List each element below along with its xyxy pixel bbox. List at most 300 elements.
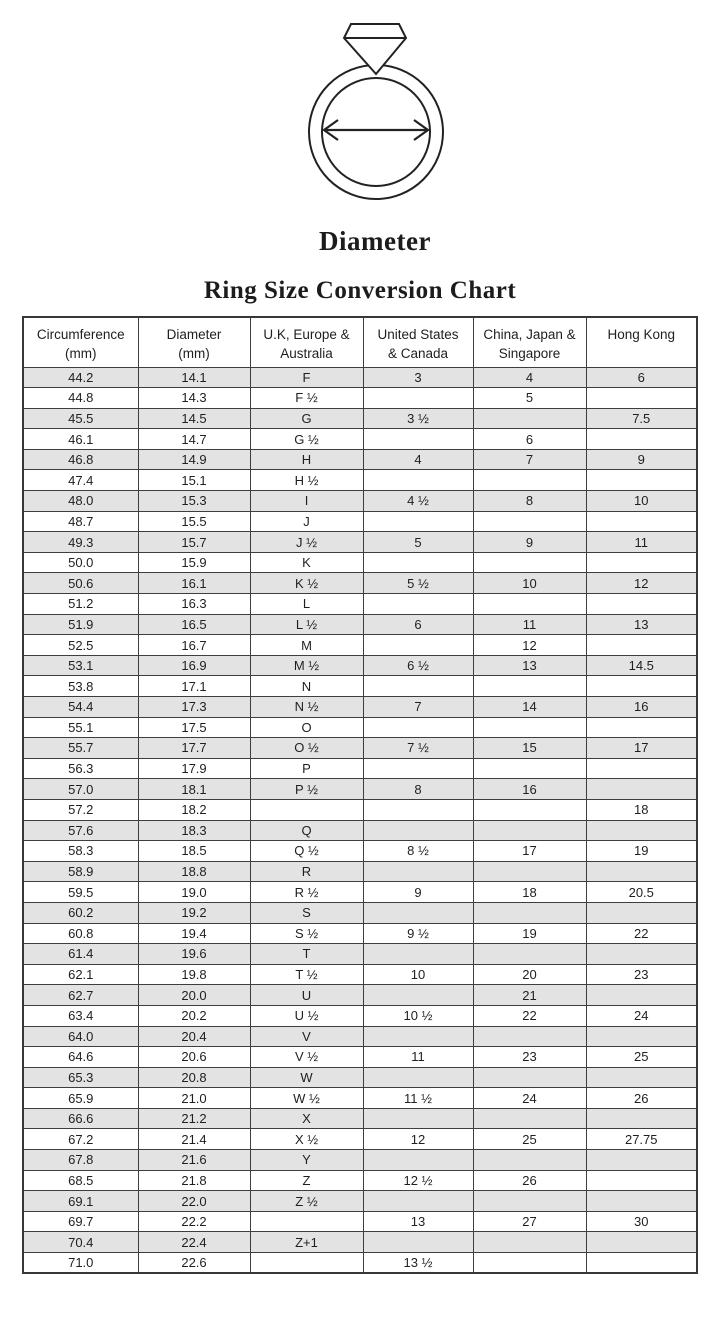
column-header-hong-kong — [586, 317, 697, 367]
table-cell: 16.5 — [138, 614, 250, 635]
table-cell: R — [250, 861, 363, 882]
table-cell: Z ½ — [250, 1191, 363, 1212]
table-cell — [586, 717, 697, 738]
table-cell — [363, 861, 473, 882]
table-cell: 19.4 — [138, 923, 250, 944]
table-cell: 60.8 — [23, 923, 138, 944]
table-cell: 17.9 — [138, 758, 250, 779]
table-cell: 44.8 — [23, 388, 138, 409]
column-header-us-canada — [363, 317, 473, 367]
table-cell: 44.2 — [23, 367, 138, 388]
table-row — [23, 573, 697, 594]
table-cell: 3 ½ — [363, 408, 473, 429]
table-cell: G — [250, 408, 363, 429]
table-row — [23, 1191, 697, 1212]
table-cell: 19 — [586, 841, 697, 862]
table-cell — [586, 820, 697, 841]
table-cell — [473, 1232, 586, 1253]
table-cell: 51.2 — [23, 594, 138, 615]
table-cell — [473, 944, 586, 965]
table-cell — [363, 552, 473, 573]
table-row — [23, 758, 697, 779]
table-cell: 5 — [473, 388, 586, 409]
table-cell: 15.5 — [138, 511, 250, 532]
table-cell — [586, 902, 697, 923]
table-cell — [363, 511, 473, 532]
table-row — [23, 1047, 697, 1068]
table-cell: 50.6 — [23, 573, 138, 594]
table-row — [23, 1088, 697, 1109]
column-header-line1: Circumference — [36, 327, 125, 342]
table-cell: I — [250, 491, 363, 512]
table-cell: 22.2 — [138, 1211, 250, 1232]
table-row — [23, 1005, 697, 1026]
diamond-ring-icon — [292, 13, 460, 205]
table-row — [23, 449, 697, 470]
table-cell — [473, 676, 586, 697]
table-cell: R ½ — [250, 882, 363, 903]
column-header-line2: Australia — [280, 346, 333, 361]
table-cell: 22.6 — [138, 1253, 250, 1274]
table-cell — [363, 985, 473, 1006]
table-cell: 6 — [363, 614, 473, 635]
table-cell: V ½ — [250, 1047, 363, 1068]
column-header-line1: U.K, Europe & — [263, 327, 350, 342]
table-cell: 53.8 — [23, 676, 138, 697]
table-cell: K ½ — [250, 573, 363, 594]
table-cell: 9 — [363, 882, 473, 903]
table-row — [23, 552, 697, 573]
table-cell: 55.1 — [23, 717, 138, 738]
table-cell: 62.7 — [23, 985, 138, 1006]
table-cell: 21.2 — [138, 1108, 250, 1129]
table-cell: 46.8 — [23, 449, 138, 470]
table-cell: 58.9 — [23, 861, 138, 882]
table-row — [23, 717, 697, 738]
table-cell: P ½ — [250, 779, 363, 800]
table-cell — [586, 635, 697, 656]
table-cell: 27 — [473, 1211, 586, 1232]
table-cell — [586, 758, 697, 779]
table-cell: 21.6 — [138, 1150, 250, 1171]
table-cell: 9 — [586, 449, 697, 470]
table-cell: M — [250, 635, 363, 656]
table-cell: 17.1 — [138, 676, 250, 697]
table-cell: 6 ½ — [363, 655, 473, 676]
table-cell — [473, 1067, 586, 1088]
table-cell: 14.9 — [138, 449, 250, 470]
table-cell: 57.6 — [23, 820, 138, 841]
table-cell: 24 — [586, 1005, 697, 1026]
table-cell: J — [250, 511, 363, 532]
table-cell: 25 — [473, 1129, 586, 1150]
table-cell: U ½ — [250, 1005, 363, 1026]
table-cell: 5 ½ — [363, 573, 473, 594]
table-cell: 20.8 — [138, 1067, 250, 1088]
table-cell: 8 — [363, 779, 473, 800]
table-cell: 4 — [473, 367, 586, 388]
table-cell — [586, 985, 697, 1006]
table-cell: H ½ — [250, 470, 363, 491]
table-cell: Q — [250, 820, 363, 841]
table-cell — [363, 388, 473, 409]
table-cell: 17 — [586, 738, 697, 759]
table-row — [23, 408, 697, 429]
table-cell: F ½ — [250, 388, 363, 409]
table-cell: 53.1 — [23, 655, 138, 676]
table-cell: 22 — [473, 1005, 586, 1026]
table-row — [23, 985, 697, 1006]
column-header-line2: Singapore — [498, 346, 561, 361]
table-cell: 15.9 — [138, 552, 250, 573]
table-cell: 68.5 — [23, 1170, 138, 1191]
table-cell: 14 — [473, 697, 586, 718]
table-cell: 21 — [473, 985, 586, 1006]
table-cell: N ½ — [250, 697, 363, 718]
table-header — [23, 317, 697, 367]
table-cell — [586, 1232, 697, 1253]
table-cell — [473, 594, 586, 615]
table-cell: T ½ — [250, 964, 363, 985]
table-cell: Z+1 — [250, 1232, 363, 1253]
table-cell: 25 — [586, 1047, 697, 1068]
ring-size-conversion-table — [22, 316, 698, 1274]
table-cell: 16.3 — [138, 594, 250, 615]
table-row — [23, 1129, 697, 1150]
table-cell: S ½ — [250, 923, 363, 944]
table-cell — [363, 594, 473, 615]
table-cell: 11 ½ — [363, 1088, 473, 1109]
table-cell — [250, 1253, 363, 1274]
column-header-uk-europe-australia — [250, 317, 363, 367]
table-cell: L — [250, 594, 363, 615]
table-cell: 14.5 — [138, 408, 250, 429]
table-cell: 12 — [473, 635, 586, 656]
table-cell: N — [250, 676, 363, 697]
table-cell: 22.4 — [138, 1232, 250, 1253]
table-cell: O ½ — [250, 738, 363, 759]
table-cell: 14.5 — [586, 655, 697, 676]
table-cell: G ½ — [250, 429, 363, 450]
table-cell: Y — [250, 1150, 363, 1171]
table-cell: 18.3 — [138, 820, 250, 841]
column-header-line1: Hong Kong — [607, 327, 676, 342]
table-cell: 23 — [473, 1047, 586, 1068]
column-header-diameter — [138, 317, 250, 367]
table-cell: 11 — [473, 614, 586, 635]
table-cell: 48.7 — [23, 511, 138, 532]
table-row — [23, 1232, 697, 1253]
table-cell — [473, 902, 586, 923]
table-cell: 69.7 — [23, 1211, 138, 1232]
table-cell — [363, 429, 473, 450]
table-cell: 16.1 — [138, 573, 250, 594]
table-cell: 67.8 — [23, 1150, 138, 1171]
table-cell: 20 — [473, 964, 586, 985]
table-cell — [363, 717, 473, 738]
table-cell: 46.1 — [23, 429, 138, 450]
table-cell — [586, 779, 697, 800]
table-cell: 14.1 — [138, 367, 250, 388]
table-cell: 71.0 — [23, 1253, 138, 1274]
table-cell — [473, 758, 586, 779]
table-cell: 27.75 — [586, 1129, 697, 1150]
table-row — [23, 470, 697, 491]
table-cell: T — [250, 944, 363, 965]
table-cell — [473, 1253, 586, 1274]
table-cell — [586, 1108, 697, 1129]
table-cell: 57.0 — [23, 779, 138, 800]
table-cell: 50.0 — [23, 552, 138, 573]
table-cell — [250, 799, 363, 820]
table-cell: 52.5 — [23, 635, 138, 656]
table-cell — [363, 1026, 473, 1047]
table-cell — [586, 511, 697, 532]
table-cell: 17 — [473, 841, 586, 862]
table-cell: 13 — [473, 655, 586, 676]
table-cell: 30 — [586, 1211, 697, 1232]
column-header-line2: (mm) — [65, 346, 97, 361]
table-cell — [586, 1253, 697, 1274]
table-cell: 19.6 — [138, 944, 250, 965]
table-cell: 64.6 — [23, 1047, 138, 1068]
table-cell: 11 — [586, 532, 697, 553]
table-cell — [363, 1191, 473, 1212]
column-header-line2: & Canada — [387, 346, 449, 361]
table-cell — [363, 799, 473, 820]
table-row — [23, 923, 697, 944]
table-cell — [586, 470, 697, 491]
table-cell — [363, 758, 473, 779]
table-cell: 18.5 — [138, 841, 250, 862]
table-cell — [586, 944, 697, 965]
table-cell: 21.0 — [138, 1088, 250, 1109]
table-cell: 6 — [586, 367, 697, 388]
table-row — [23, 655, 697, 676]
table-cell: 20.4 — [138, 1026, 250, 1047]
column-header-line1: United States — [377, 327, 459, 342]
table-row — [23, 491, 697, 512]
table-cell: 18.2 — [138, 799, 250, 820]
table-cell: 15.3 — [138, 491, 250, 512]
table-cell — [250, 1211, 363, 1232]
table-cell: U — [250, 985, 363, 1006]
table-cell: 51.9 — [23, 614, 138, 635]
table-cell: 60.2 — [23, 902, 138, 923]
table-cell — [473, 861, 586, 882]
table-cell: 16.9 — [138, 655, 250, 676]
table-cell — [586, 1150, 697, 1171]
table-cell: 7.5 — [586, 408, 697, 429]
table-cell: 55.7 — [23, 738, 138, 759]
table-cell: 11 — [363, 1047, 473, 1068]
table-row — [23, 1150, 697, 1171]
table-cell — [473, 1150, 586, 1171]
table-cell: 24 — [473, 1088, 586, 1109]
table-cell: 20.2 — [138, 1005, 250, 1026]
table-cell: F — [250, 367, 363, 388]
table-row — [23, 779, 697, 800]
table-cell: 15.1 — [138, 470, 250, 491]
ring-diagram — [16, 0, 720, 205]
table-cell — [586, 594, 697, 615]
table-cell: 58.3 — [23, 841, 138, 862]
table-cell: 61.4 — [23, 944, 138, 965]
table-cell: 19.8 — [138, 964, 250, 985]
table-cell — [363, 635, 473, 656]
table-cell: 65.9 — [23, 1088, 138, 1109]
table-body — [23, 367, 697, 1273]
table-cell: 10 — [586, 491, 697, 512]
table-cell: L ½ — [250, 614, 363, 635]
table-cell: X ½ — [250, 1129, 363, 1150]
table-cell: 14.3 — [138, 388, 250, 409]
table-cell — [473, 1108, 586, 1129]
table-cell: X — [250, 1108, 363, 1129]
table-cell — [586, 429, 697, 450]
table-cell — [473, 511, 586, 532]
table-cell: 18.8 — [138, 861, 250, 882]
table-cell: 54.4 — [23, 697, 138, 718]
table-cell: 26 — [473, 1170, 586, 1191]
table-cell: 9 — [473, 532, 586, 553]
table-cell — [363, 902, 473, 923]
table-cell: 19.2 — [138, 902, 250, 923]
table-cell — [586, 861, 697, 882]
table-cell: 17.5 — [138, 717, 250, 738]
table-cell: 66.6 — [23, 1108, 138, 1129]
table-cell: 13 — [586, 614, 697, 635]
table-row — [23, 861, 697, 882]
page-title: Ring Size Conversion Chart — [203, 277, 517, 304]
table-cell: Z — [250, 1170, 363, 1191]
table-cell: 7 — [363, 697, 473, 718]
table-cell: 5 — [363, 532, 473, 553]
table-row — [23, 1067, 697, 1088]
table-cell — [363, 1108, 473, 1129]
table-cell: J ½ — [250, 532, 363, 553]
table-cell — [473, 1026, 586, 1047]
table-row — [23, 614, 697, 635]
table-cell: 64.0 — [23, 1026, 138, 1047]
table-cell: 17.7 — [138, 738, 250, 759]
table-cell: 57.2 — [23, 799, 138, 820]
table-row — [23, 1170, 697, 1191]
table-cell: 56.3 — [23, 758, 138, 779]
table-cell — [363, 1232, 473, 1253]
table-cell: 8 — [473, 491, 586, 512]
table-cell: 19.0 — [138, 882, 250, 903]
table-cell: 12 — [586, 573, 697, 594]
table-cell: 26 — [586, 1088, 697, 1109]
table-cell — [363, 1150, 473, 1171]
table-cell: Q ½ — [250, 841, 363, 862]
table-cell: 19 — [473, 923, 586, 944]
table-cell — [586, 1026, 697, 1047]
table-cell: 20.6 — [138, 1047, 250, 1068]
table-cell — [473, 408, 586, 429]
table-cell: 22.0 — [138, 1191, 250, 1212]
column-header-line1: Diameter — [166, 327, 222, 342]
table-cell: K — [250, 552, 363, 573]
table-row — [23, 676, 697, 697]
diameter-caption: Diameter — [319, 226, 431, 256]
table-cell — [363, 676, 473, 697]
table-cell: H — [250, 449, 363, 470]
table-cell: 8 ½ — [363, 841, 473, 862]
table-cell: 18.1 — [138, 779, 250, 800]
table-row — [23, 820, 697, 841]
table-row — [23, 1108, 697, 1129]
table-cell — [586, 676, 697, 697]
table-row — [23, 964, 697, 985]
table-cell — [473, 552, 586, 573]
table-cell — [586, 1191, 697, 1212]
table-cell: 69.1 — [23, 1191, 138, 1212]
table-cell: 63.4 — [23, 1005, 138, 1026]
table-cell: 23 — [586, 964, 697, 985]
table-cell: 59.5 — [23, 882, 138, 903]
table-cell: S — [250, 902, 363, 923]
table-cell: 21.4 — [138, 1129, 250, 1150]
column-header-line2: (mm) — [178, 346, 210, 361]
table-row — [23, 429, 697, 450]
table-row — [23, 532, 697, 553]
table-cell: W — [250, 1067, 363, 1088]
table-cell: V — [250, 1026, 363, 1047]
table-row — [23, 511, 697, 532]
table-cell — [586, 1170, 697, 1191]
table-cell: 45.5 — [23, 408, 138, 429]
table-cell: 15 — [473, 738, 586, 759]
table-row — [23, 1211, 697, 1232]
table-cell: 47.4 — [23, 470, 138, 491]
table-cell: 14.7 — [138, 429, 250, 450]
table-cell: 18 — [473, 882, 586, 903]
table-cell: 67.2 — [23, 1129, 138, 1150]
table-cell: 10 ½ — [363, 1005, 473, 1026]
table-cell: O — [250, 717, 363, 738]
table-row — [23, 738, 697, 759]
table-cell: 22 — [586, 923, 697, 944]
table-cell: 18 — [586, 799, 697, 820]
table-cell: 3 — [363, 367, 473, 388]
column-header-circumference — [23, 317, 138, 367]
table-cell: 7 ½ — [363, 738, 473, 759]
table-cell: 4 ½ — [363, 491, 473, 512]
table-cell — [363, 1067, 473, 1088]
table-cell: 65.3 — [23, 1067, 138, 1088]
table-cell: 70.4 — [23, 1232, 138, 1253]
table-cell: 16 — [586, 697, 697, 718]
table-cell — [473, 470, 586, 491]
column-header-china-japan-singapore — [473, 317, 586, 367]
table-cell: 49.3 — [23, 532, 138, 553]
table-cell: M ½ — [250, 655, 363, 676]
table-cell — [586, 552, 697, 573]
table-cell — [586, 1067, 697, 1088]
column-header-line1: China, Japan & — [483, 327, 576, 342]
table-cell — [363, 944, 473, 965]
table-cell: 62.1 — [23, 964, 138, 985]
table-row — [23, 367, 697, 388]
table-row — [23, 635, 697, 656]
table-cell: 48.0 — [23, 491, 138, 512]
table-cell: 17.3 — [138, 697, 250, 718]
table-cell — [473, 799, 586, 820]
table-row — [23, 1253, 697, 1274]
table-cell: 16.7 — [138, 635, 250, 656]
